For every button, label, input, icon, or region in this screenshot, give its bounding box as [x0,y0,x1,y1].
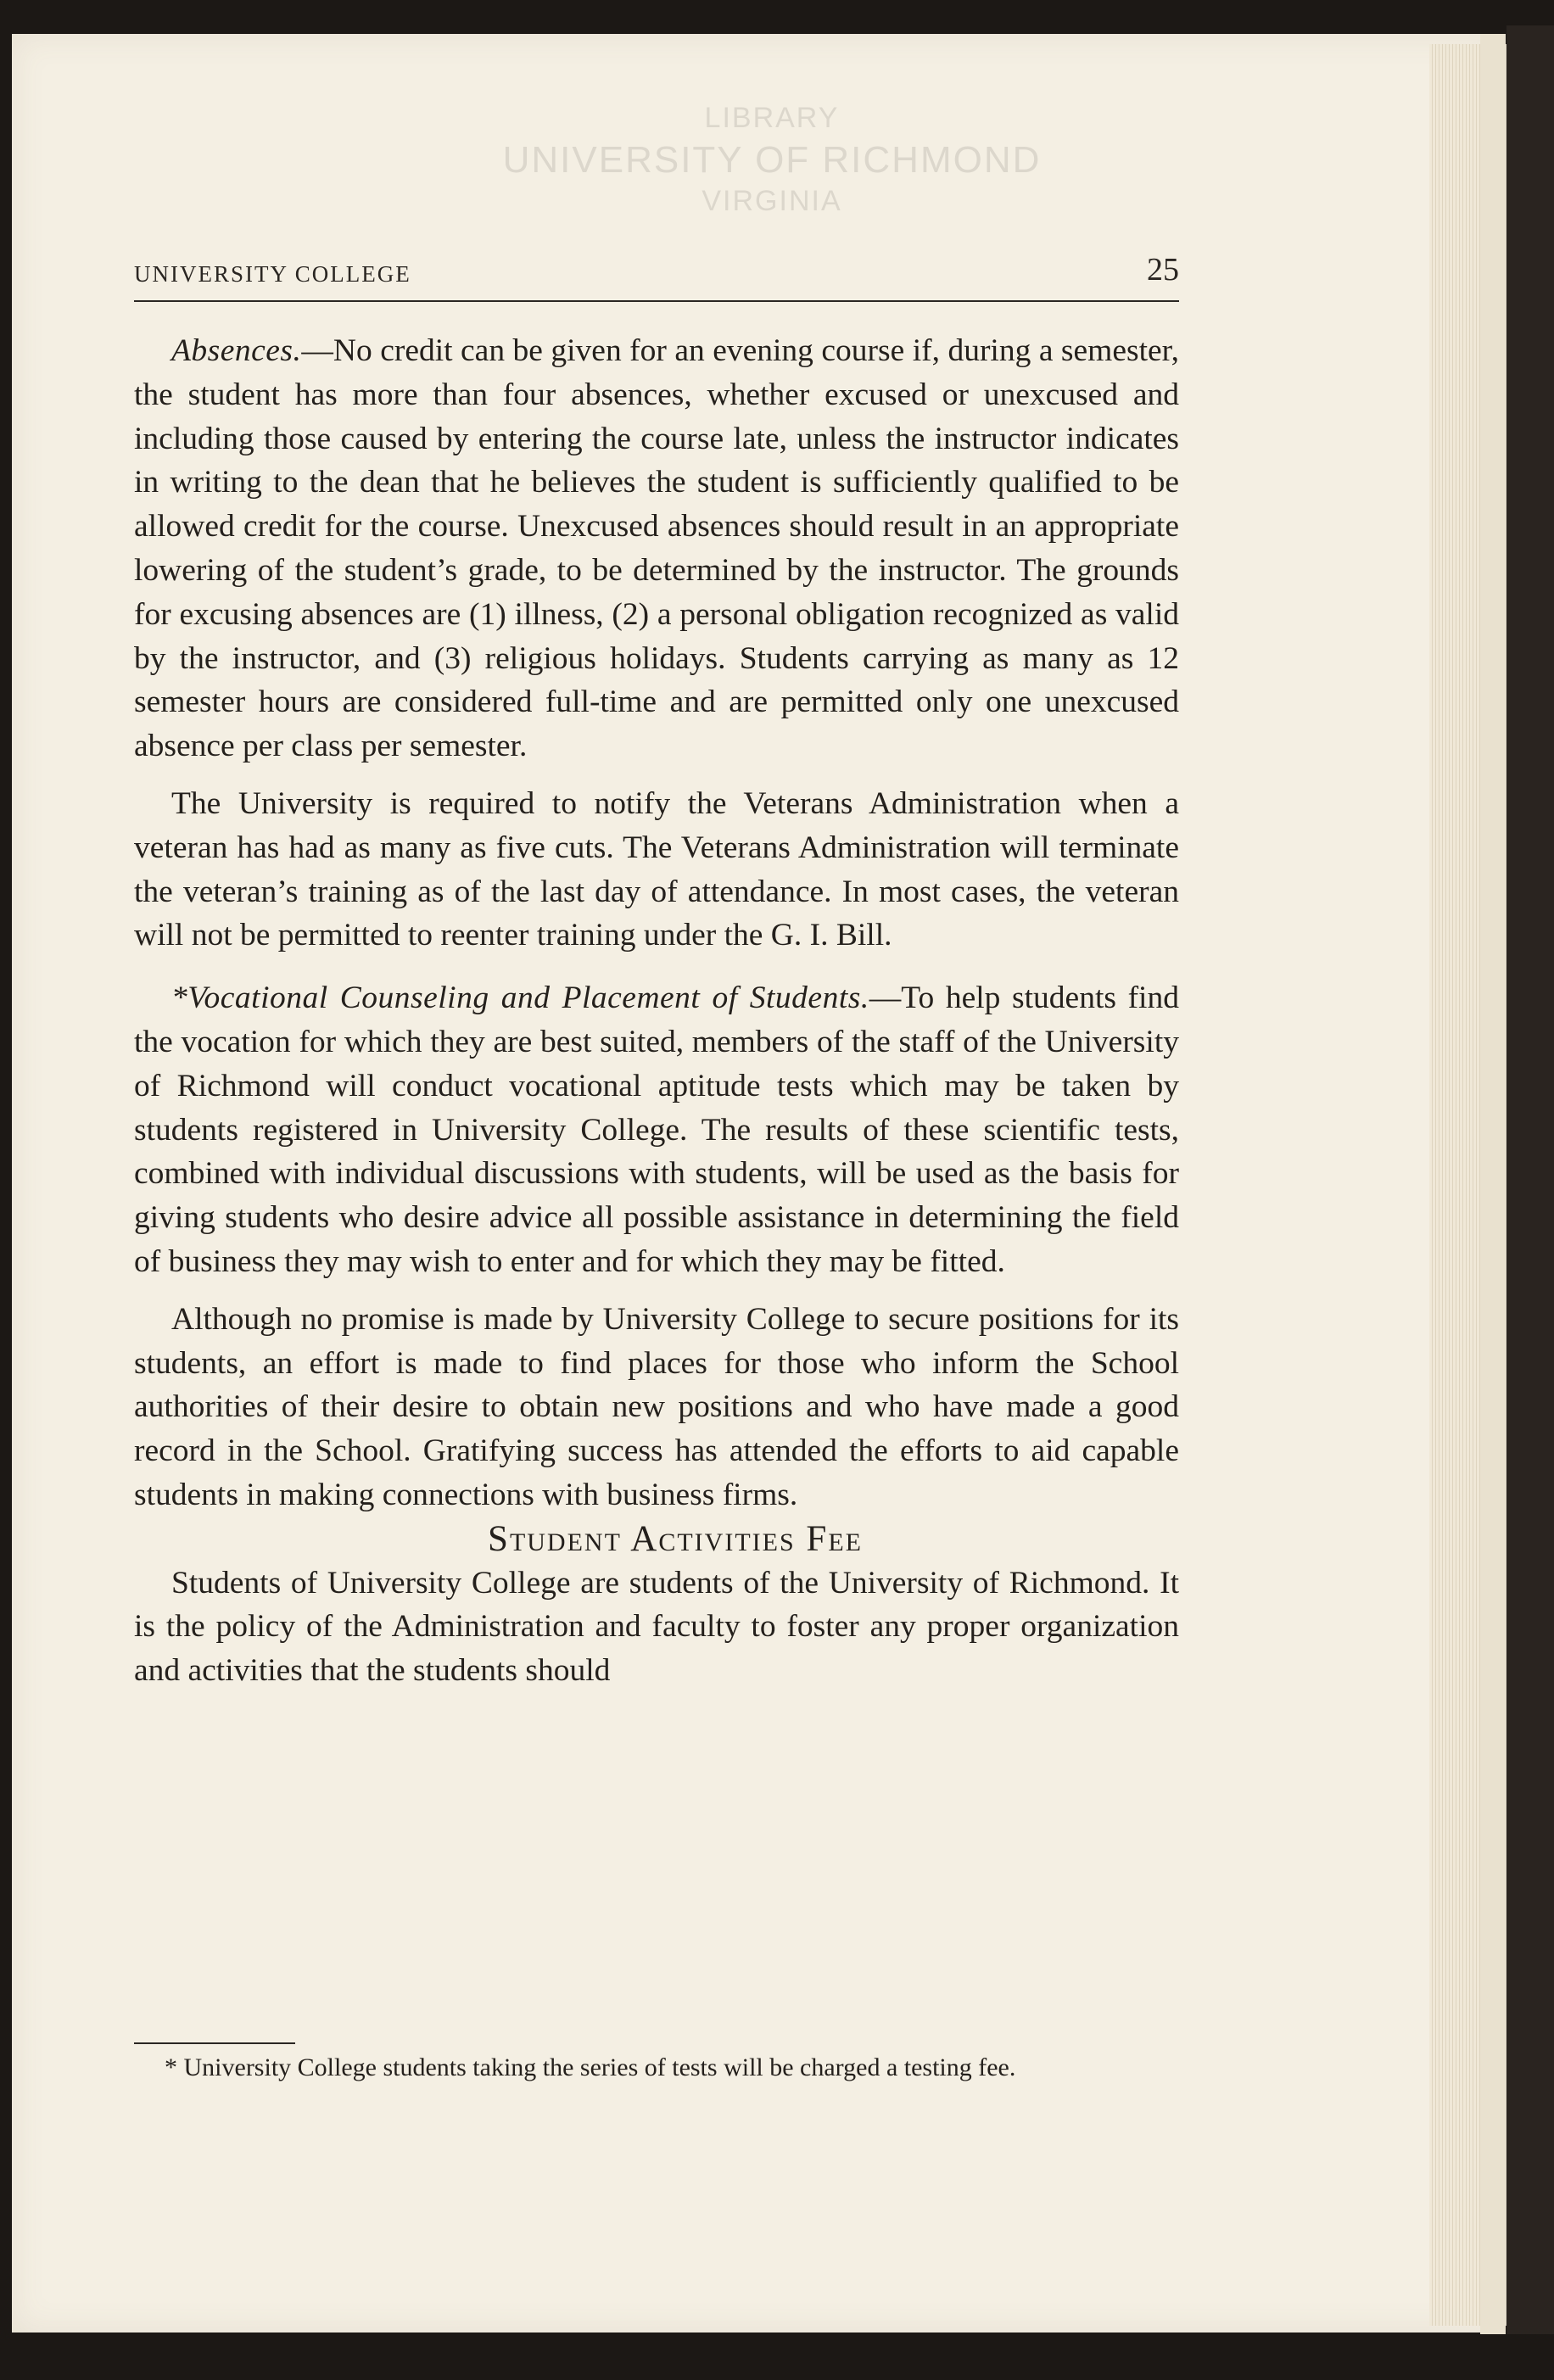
page-body [134,329,1179,1693]
running-title: UNIVERSITY COLLEGE [134,261,411,287]
section-title: Student Activities Fee [488,1518,863,1559]
scan-background-bottom [0,2334,1554,2380]
paragraph-placement-text: Although no promise is made by University College to secure positions for its students, an effort is made to find places for those who inform the School authorities of their desire to obtain new positions and who have made a good record in the School. Gratifying success has attended the efforts to aid capable students in making connections with business firms. [134,1301,1179,1512]
stamp-line-3: VIRGINIA [702,184,842,217]
paragraph-absences [134,329,1179,768]
run-in-heading-vocational: *Vocational Counseling and Placement of Students. [171,980,869,1016]
paragraph-vocational [134,976,1179,1284]
stamp-line-1: LIBRARY [704,102,840,134]
stamp-line-2: UNIVERSITY OF RICHMOND [502,138,1042,181]
paragraph-vocational-text: —To help students find the vocation for which they are best suited, members of the staff of the University of Richmond will conduct vocational aptitude tests which may be taken by students registered in University College. The results of these scientific tests, combined with individual discussions with students, will be used as the basis for giving students who desire advice all possible assistance in determining the field of business they may wish to enter and for which they may be fitted. [134,980,1179,1279]
footnote: * University College students taking the series of tests will be charged a testing fee. [165,2053,1016,2081]
paragraph-veterans [134,782,1179,958]
scan-background-right [1506,25,1554,2380]
page-number: 25 [1147,252,1179,288]
paragraph-veterans-text: The University is required to notify the Veterans Administration when a veteran has had as many as five cuts. The Veterans Administration will terminate the veteran’s training as of the last day of attendance. In most cases, the veteran will not be permitted to reenter training under the G. I. Bill. [134,785,1179,953]
run-in-heading-absences: Absences. [171,333,302,368]
footnote-rule [134,2042,295,2044]
running-head [134,253,1179,302]
paragraph-student-activities-text: Students of University College are students of the University of Richmond. It is the policy of the Administration and faculty to foster any proper organization and activities that the students should [134,1565,1179,1689]
library-stamp [475,100,1069,219]
paragraph-student-activities [134,1562,1179,1693]
paragraph-absences-text: —No credit can be given for an evening course if, during a semester, the student has more than four absences, whether excused or unexcused and including those caused by entering the course late, unless the instructor indicates in writing to the dean that he believes the student is sufficiently qualified to be allowed credit for the course. Unexcused absences should result in an appropriate lowering of the student’s grade, to be determined by the instructor. The grounds for excusing absences are (1) illness, (2) a personal obligation recognized as valid by the instructor, and (3) religious holidays. Students carrying as many as 12 semester hours are considered full-time and are permitted only one unexcused absence per class per semester. [134,333,1179,764]
paragraph-placement [134,1298,1179,1517]
book-cover-edge [1480,34,1506,2341]
